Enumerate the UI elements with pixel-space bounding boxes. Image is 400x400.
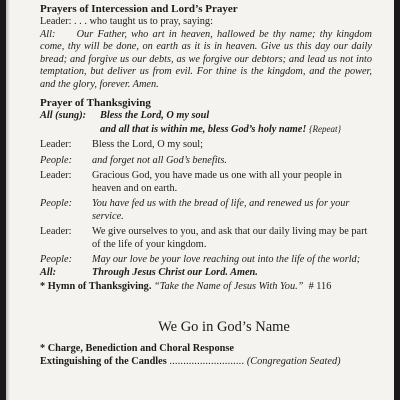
repeat-marker: {Repeat} <box>308 123 342 134</box>
litany-text: You have fed us with the bread of life, and renewed us for your service. <box>92 198 350 222</box>
litany-all-text: Through Jesus Christ our Lord. Amen. <box>92 266 258 278</box>
litany-all-row <box>40 267 372 280</box>
litany-rows <box>40 139 372 267</box>
sung-label: All (sung): <box>40 110 87 121</box>
hymn-title: “Take the Name of Jesus With You.” <box>153 281 304 292</box>
lords-prayer <box>40 29 372 92</box>
litany-row <box>40 198 372 223</box>
litany-all-label: All: <box>40 266 57 278</box>
intercession-leader-line <box>40 16 372 29</box>
litany-row <box>40 226 372 251</box>
litany-text: Bless the Lord, O my soul; <box>92 139 203 150</box>
candles-dots: ........................... <box>169 355 245 367</box>
section-title-we-go: We Go in God’s Name <box>158 318 290 335</box>
litany-speaker: Leader: <box>40 170 72 181</box>
litany-row <box>40 155 372 168</box>
lords-prayer-text: Our Father, who art in heaven, hallowed be thy name; thy kingdom come, thy will be done, on earth as it is in heaven. Give us this day our daily bread; and forgive us our debts, as we forgive our debtors; and lead us not into temptation, but deliver us from evil. For thine is the kingdom, and the power, and the glory, forever. Amen. <box>40 28 372 90</box>
bulletin-content <box>40 3 372 368</box>
lords-prayer-label: All: <box>40 28 56 40</box>
intercession-leader-label: Leader: <box>40 16 72 27</box>
litany-speaker: Leader: <box>40 139 72 150</box>
bulletin-page <box>6 0 394 400</box>
hymn-number: # 116 <box>308 281 332 292</box>
litany-text: and forget not all God’s benefits. <box>92 154 228 166</box>
sung-line-1: Bless the Lord, O my soul <box>100 110 210 121</box>
candles-line <box>40 355 372 368</box>
litany-row <box>40 139 372 152</box>
litany-text: We give ourselves to you, and ask that our daily living may be part of the life of your kingdom. <box>92 226 368 250</box>
litany-row <box>40 254 372 267</box>
sung-response <box>40 110 372 136</box>
hymn-prefix: * Hymn of Thanksgiving. <box>40 281 152 292</box>
litany-text: May our love be your love reaching out into the life of the world; <box>92 254 361 265</box>
candles-note: (Congregation Seated) <box>246 355 341 367</box>
litany-speaker: People: <box>40 154 73 166</box>
litany-row <box>40 170 372 195</box>
candles-label: Extinguishing of the Candles <box>40 355 167 367</box>
intercession-leader-text: . . . who taught us to pray, saying: <box>74 16 213 27</box>
charge-line: * Charge, Benediction and Choral Response <box>40 342 234 354</box>
thanksgiving-title: Prayer of Thanksgiving <box>40 97 151 109</box>
litany-speaker: Leader: <box>40 226 72 237</box>
hymn-line <box>40 281 372 294</box>
litany-speaker: People: <box>40 198 73 209</box>
litany-speaker: People: <box>40 254 73 265</box>
sung-line-2: and all that is within me, bless God’s holy name! <box>100 123 307 135</box>
page-edge-shadow <box>6 0 10 400</box>
intercession-title: Prayers of Intercession and Lord’s Prayer <box>40 3 238 15</box>
litany-text: Gracious God, you have made us one with all your people in heaven and on earth. <box>92 170 342 194</box>
